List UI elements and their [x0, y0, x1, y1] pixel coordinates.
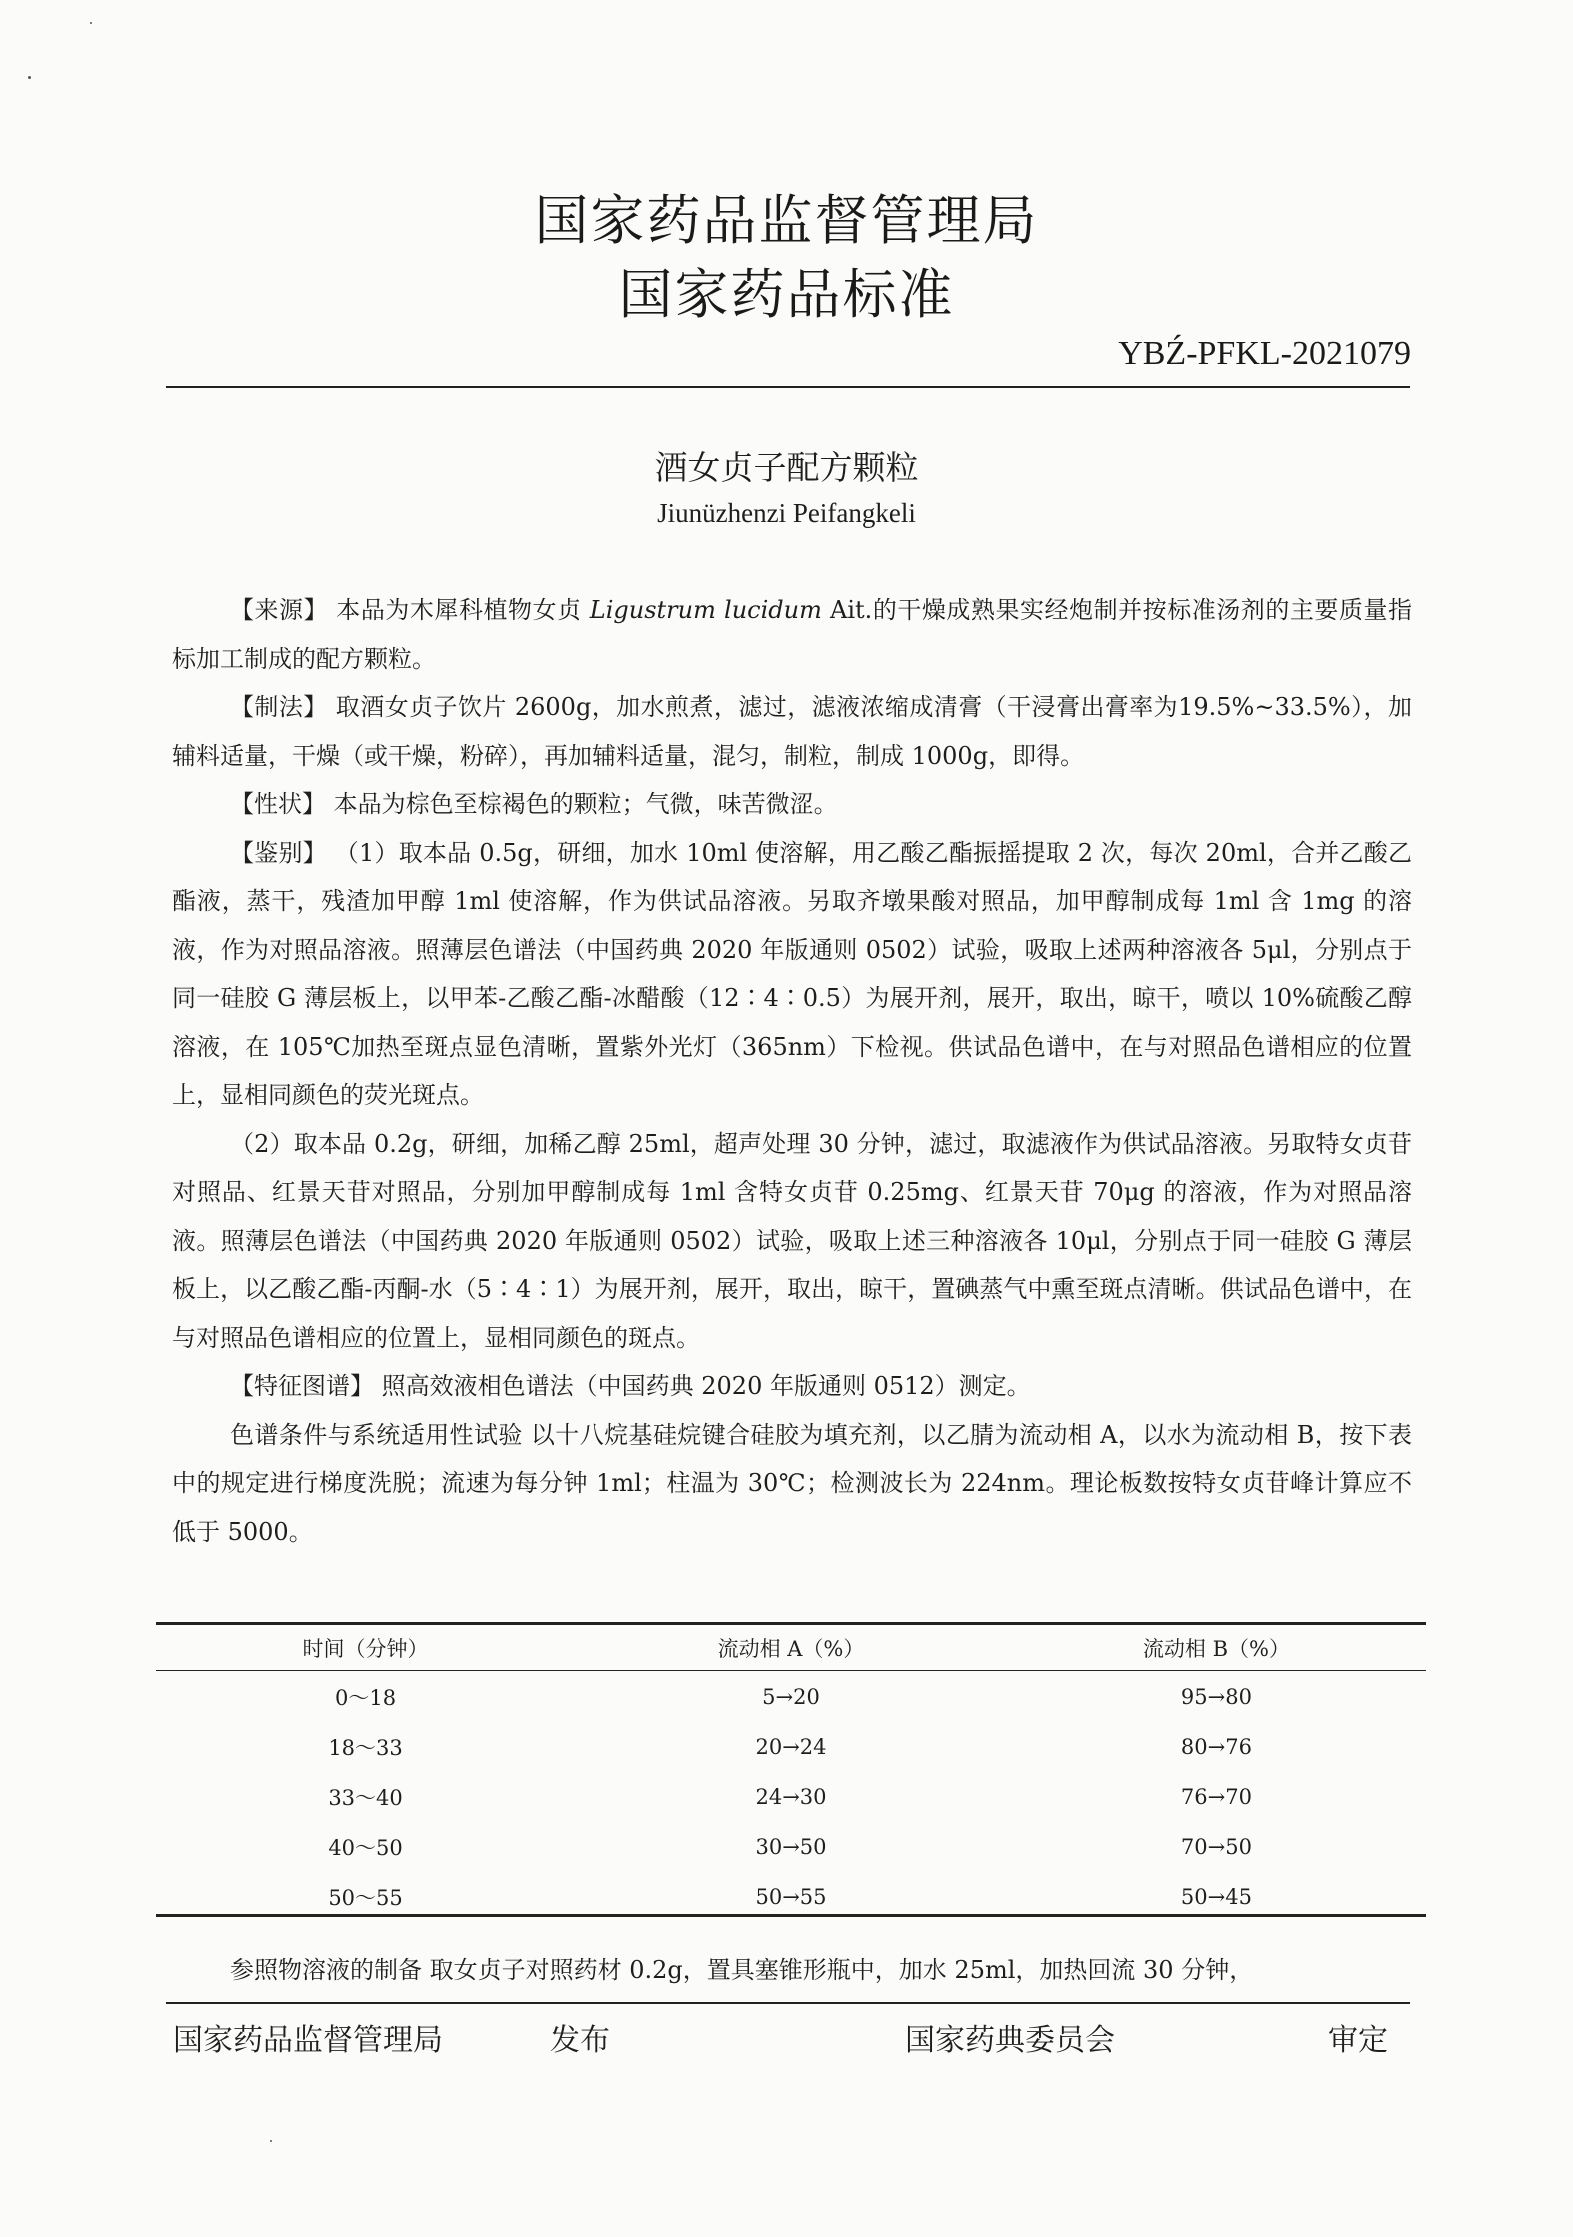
table-header-row: [156, 1624, 1426, 1672]
scan-speck: [90, 22, 92, 24]
product-name-pinyin: Jiunüzhenzi Peifangkeli: [657, 498, 916, 528]
table-cell-time: 0～18: [335, 1686, 397, 1710]
table-row: [156, 1772, 1426, 1822]
fingerprint-label: 【特征图谱】: [230, 1372, 374, 1400]
footer-reviewer: 国家药典委员会: [905, 2023, 1115, 2058]
source-label: 【来源】: [230, 596, 329, 624]
table-cell-phase-b: 50→45: [1180, 1885, 1252, 1909]
identification-text-1: （1）取本品 0.5g，研细，加水 10ml 使溶解，用乙酸乙酯振摇提取 2 次，每次 20ml，合并乙酸乙酯液，蒸干，残渣加甲醇 1ml 使溶解，作为供试品溶液。另取齐墩果酸对照品，加甲醇制成每 1ml 含 1mg 的溶液，作为对照品溶液。照薄层色谱法（中国药典 2020 年版通则 0502）试验，吸取上述两种溶液各 5μl，分别点于同一硅胶 G 薄层板上，以甲苯-乙酸乙酯-冰醋酸（12∶4∶0.5）为展开剂，展开，取出，晾干，喷以 10%硫酸乙醇溶液，在 105℃加热至斑点显色清晰，置紫外光灯（365nm）下检视。供试品色谱中，在与对照品色谱相应的位置上，显相同颜色的荧光斑点。: [172, 838, 1412, 1109]
table-cell-time: 18～33: [328, 1736, 403, 1760]
identification-paragraph-2: [172, 1120, 1412, 1363]
table-cell-phase-a: 30→50: [755, 1835, 827, 1859]
source-text-a: 本品为木犀科植物女贞: [336, 596, 582, 624]
table-cell-time: 50～55: [328, 1886, 403, 1910]
source-latin-name: Ligustrum lucidum: [589, 596, 822, 624]
reference-text: 取女贞子对照药材 0.2g，置具塞锥形瓶中，加水 25ml，加热回流 30 分钟，: [429, 1956, 1254, 1984]
chromatography-text: 以十八烷基硅烷键合硅胶为填充剂，以乙腈为流动相 A，以水为流动相 B，按下表中的规定进行梯度洗脱；流速为每分钟 1ml；柱温为 30℃；检测波长为 224nm。理论板数按特女贞苷峰计算应不低于 5000。: [172, 1420, 1413, 1546]
chromatography-label: 色谱条件与系统适用性试验: [230, 1420, 523, 1449]
fingerprint-text: 照高效液相色谱法（中国药典 2020 年版通则 0512）测定。: [381, 1372, 1031, 1400]
character-paragraph: [172, 780, 1412, 829]
standard-number: YBŹ-PFKL-2021079: [1118, 335, 1411, 372]
table-bottom-rule: [156, 1914, 1426, 1917]
table-row: [156, 1822, 1426, 1872]
identification-paragraph-1: [172, 829, 1412, 1120]
footer-rule: [166, 2002, 1410, 2004]
character-label: 【性状】: [230, 790, 326, 818]
table-header-time: 时间（分钟）: [302, 1637, 429, 1661]
table-cell-time: 33～40: [328, 1786, 403, 1810]
table-cell-phase-b: 95→80: [1180, 1685, 1252, 1709]
table-cell-phase-a: 24→30: [755, 1785, 827, 1809]
table-cell-phase-b: 70→50: [1180, 1835, 1252, 1859]
reference-label: 参照物溶液的制备: [230, 1956, 422, 1984]
scan-speck: [270, 2140, 272, 2142]
table-row: [156, 1722, 1426, 1772]
table-cell-phase-b: 76→70: [1180, 1785, 1252, 1809]
reference-paragraph: [172, 1946, 1412, 1994]
identification-text-2: （2）取本品 0.2g，研细，加稀乙醇 25ml，超声处理 30 分钟，滤过，取滤液作为供试品溶液。另取特女贞苷对照品、红景天苷对照品，分别加甲醇制成每 1ml 含特女贞苷 0.25mg、红景天苷 70μg 的溶液，作为对照品溶液。照薄层色谱法（中国药典 2020 年版通则 0502）试验，吸取上述三种溶液各 10μl，分别点于同一硅胶 G 薄层板上，以乙酸乙酯-丙酮-水（5∶4∶1）为展开剂，展开，取出，晾干，置碘蒸气中熏至斑点清晰。供试品色谱中，在与对照品色谱相应的位置上，显相同颜色的斑点。: [172, 1129, 1412, 1352]
character-text: 本品为棕色至棕褐色的颗粒；气微，味苦微涩。: [333, 790, 838, 818]
header-rule: [166, 386, 1410, 388]
footer-issuer: 国家药品监督管理局: [173, 2023, 443, 2058]
table-header-phase-b: 流动相 B（%）: [1142, 1637, 1290, 1661]
table-cell-phase-b: 80→76: [1180, 1735, 1252, 1759]
source-paragraph: [172, 586, 1412, 683]
method-paragraph: [172, 683, 1412, 780]
table-row: [156, 1672, 1426, 1722]
product-name-cn: 酒女贞子配方颗粒: [654, 448, 919, 487]
table-cell-phase-a: 5→20: [762, 1685, 820, 1709]
method-text: 取酒女贞子饮片 2600g，加水煎煮，滤过，滤液浓缩成清膏（干浸膏出膏率为19.5%~33.5%），加辅料适量，干燥（或干燥，粉碎），再加辅料适量，混匀，制粒，制成 1000g，即得。: [172, 693, 1412, 770]
identification-label: 【鉴别】: [230, 838, 327, 867]
fingerprint-paragraph: [172, 1362, 1412, 1411]
standard-title: 国家药品标准: [618, 263, 955, 326]
scan-speck: [28, 76, 31, 79]
table-cell-time: 40～50: [328, 1836, 403, 1860]
method-label: 【制法】: [230, 693, 328, 721]
table-header-phase-a: 流动相 A（%）: [717, 1637, 865, 1661]
table-cell-phase-a: 20→24: [755, 1735, 827, 1759]
footer-issue-label: 发布: [550, 2023, 610, 2058]
chromatography-paragraph: [172, 1411, 1412, 1557]
source-text-b: Ait.的干燥成熟果实经炮制并按标准汤剂的主要质量指标加工制成的配方颗粒。: [172, 596, 1412, 673]
table-cell-phase-a: 50→55: [755, 1885, 827, 1909]
document-body: [172, 586, 1412, 1556]
footer-review-label: 审定: [1328, 2023, 1388, 2058]
gradient-table: [156, 1624, 1426, 1922]
agency-title: 国家药品监督管理局: [534, 189, 1039, 252]
